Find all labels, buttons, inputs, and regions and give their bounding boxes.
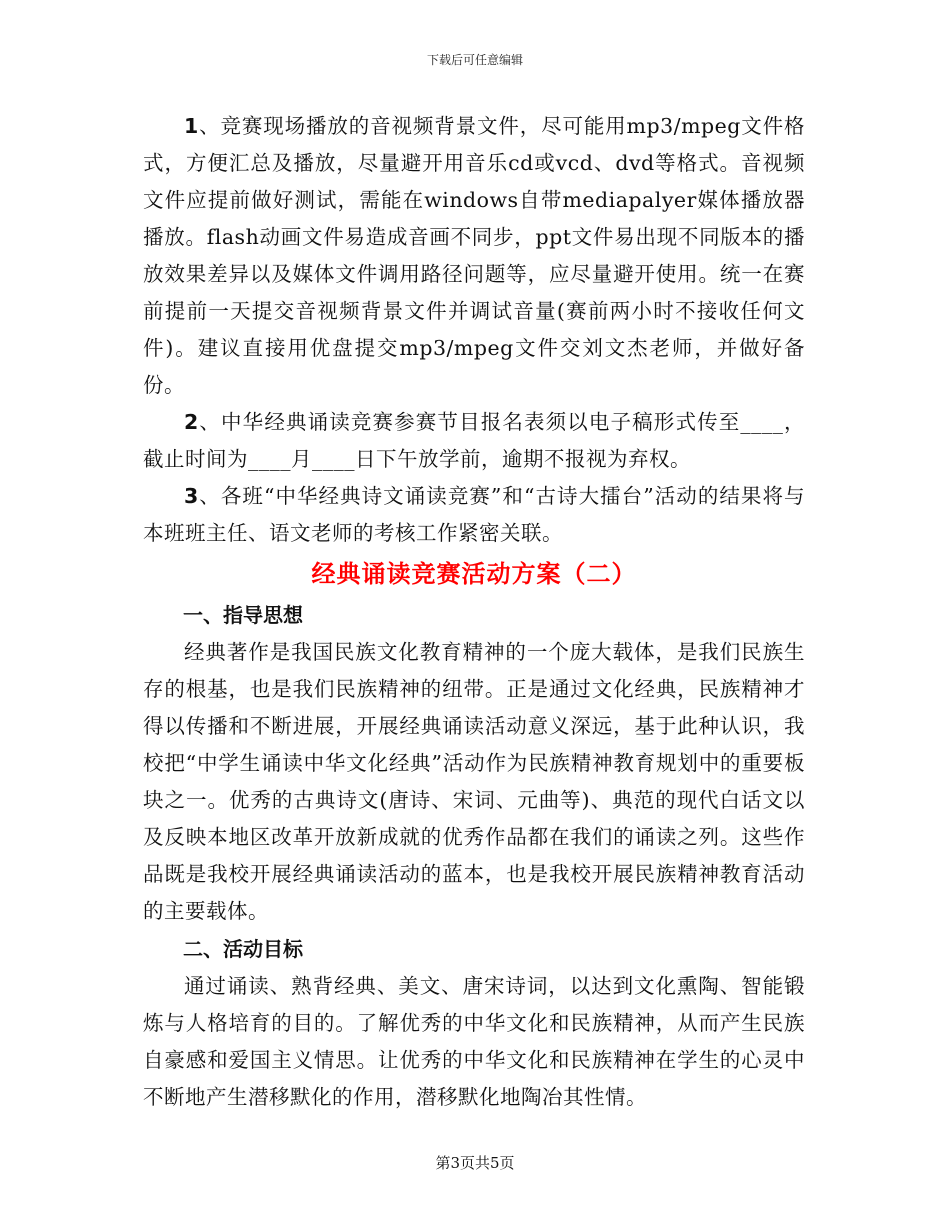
- list-item-text: 、各班“中华经典诗文诵读竞赛”和“古诗大擂台”活动的结果将与本班班主任、语文老师的考核工作紧密关联。: [143, 484, 805, 545]
- list-item-text: 、中华经典诵读竞赛参赛节目报名表须以电子稿形式传至____，截止时间为____月____日下午放学前，逾期不报视为弃权。: [143, 410, 805, 471]
- section-title: 经典诵读竞赛活动方案（二）: [311, 560, 637, 588]
- paragraph-activity-goals: 通过诵读、熟背经典、美文、唐宋诗词，以达到文化熏陶、智能锻炼与人格培育的目的。了解优秀的中华文化和民族精神，从而产生民族自豪感和爱国主义情思。让优秀的中华文化和民族精神在学生的心灵中不断地产生潜移默化的作用，潜移默化地陶冶其性情。: [143, 974, 805, 1109]
- heading-activity-goals: 二、活动目标: [183, 937, 303, 961]
- list-item-number: 2: [184, 410, 199, 434]
- page-footer: 第3页共5页: [435, 1154, 515, 1172]
- list-item-text: 、竞赛现场播放的音视频背景文件，尽可能用mp3/mpeg文件格式，方便汇总及播放，尽量避开用音乐cd或vcd、dvd等格式。音视频文件应提前做好测试，需能在windows自带mediapalyer媒体播放器播放。flash动画文件易造成音画不同步，ppt文件易出现不同版本的播放效果差异以及媒体文件调用路径问题等，应尽量避开使用。统一在赛前提前一天提交音视频背景文件并调试音量(赛前两小时不接收任何文件)。建议直接用优盘提交mp3/mpeg文件交刘文杰老师，并做好备份。: [143, 114, 805, 397]
- list-item-3: [143, 478, 805, 552]
- list-item-1: [143, 108, 805, 404]
- heading-guiding-thought: 一、指导思想: [183, 603, 303, 627]
- page-header: 下载后可任意编辑: [426, 53, 523, 67]
- list-item-number: 1: [184, 114, 199, 138]
- list-item-number: 3: [184, 484, 199, 508]
- list-item-2: [143, 404, 805, 478]
- document-body: [143, 108, 805, 1116]
- paragraph-guiding-thought: 经典著作是我国民族文化教育精神的一个庞大载体，是我们民族生存的根基，也是我们民族精神的纽带。正是通过文化经典，民族精神才得以传播和不断进展，开展经典诵读活动意义深远，基于此种认识，我校把“中学生诵读中华文化经典”活动作为民族精神教育规划中的重要板块之一。优秀的古典诗文(唐诗、宋词、元曲等)、典范的现代白话文以及反映本地区改革开放新成就的优秀作品都在我们的诵读之列。这些作品既是我校开展经典诵读活动的蓝本，也是我校开展民族精神教育活动的主要载体。: [143, 640, 805, 923]
